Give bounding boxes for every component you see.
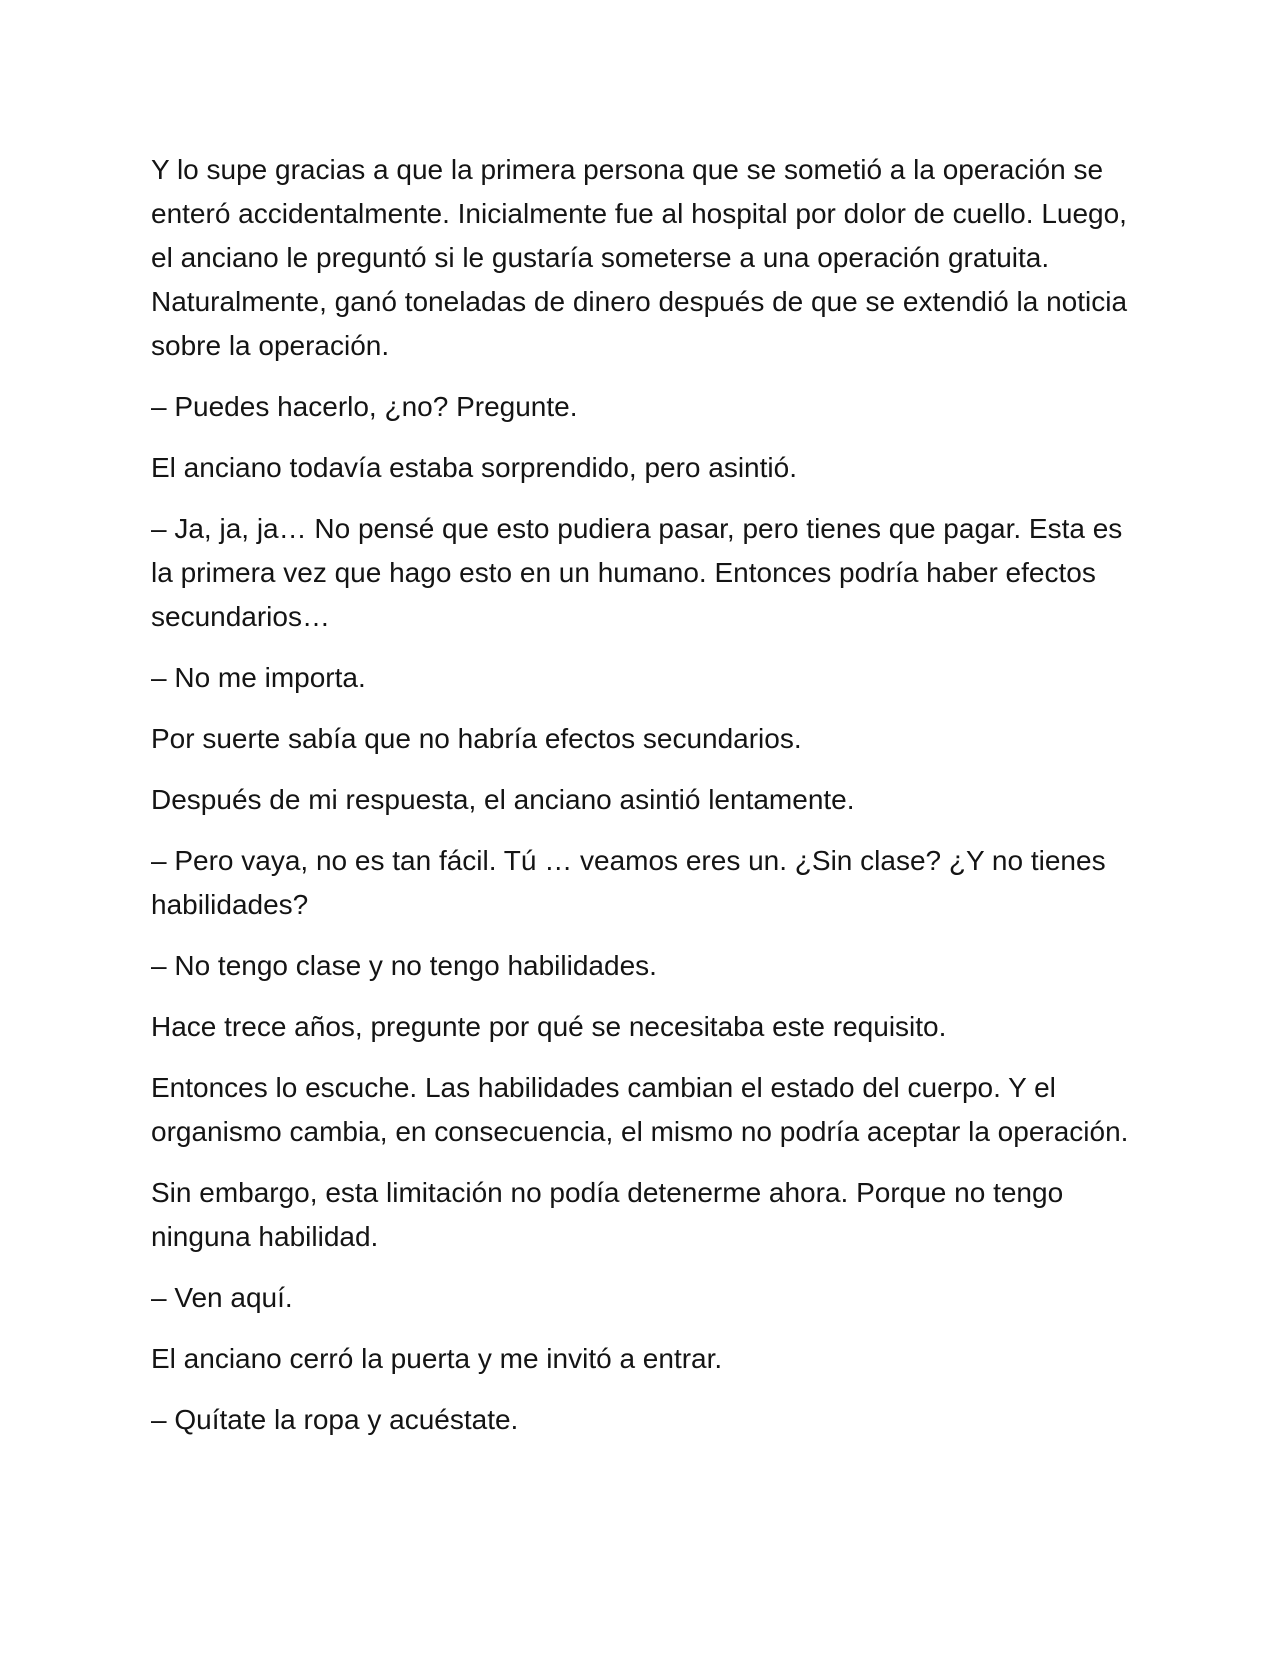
- paragraph: – No me importa.: [151, 662, 366, 693]
- paragraph: Después de mi respuesta, el anciano asintió lentamente.: [151, 784, 855, 815]
- paragraph: – Ja, ja, ja… No pensé que esto pudiera pasar, pero tienes que pagar. Esta es la primera vez que hago esto en un humano. Entonces podría haber efectos secundarios…: [151, 513, 1123, 632]
- paragraph: Entonces lo escuche. Las habilidades cambian el estado del cuerpo. Y el organismo cambia, en consecuencia, el mismo no podría aceptar la operación.: [151, 1072, 1129, 1147]
- paragraph: – Pero vaya, no es tan fácil. Tú … veamos eres un. ¿Sin clase? ¿Y no tienes habilidades?: [151, 845, 1106, 920]
- paragraph: – Puedes hacerlo, ¿no? Pregunte.: [151, 391, 578, 422]
- document-body: [151, 148, 1141, 1459]
- paragraph: – Quítate la ropa y acuéstate.: [151, 1404, 519, 1435]
- paragraph: Y lo supe gracias a que la primera persona que se sometió a la operación se enteró accidentalmente. Inicialmente fue al hospital por dolor de cuello. Luego, el anciano le preguntó si le gustaría someterse a una operación gratuita. Naturalmente, ganó toneladas de dinero después de que se extendió la noticia sobre la operación.: [151, 154, 1128, 361]
- paragraph: Sin embargo, esta limitación no podía detenerme ahora. Porque no tengo ninguna habilidad.: [151, 1177, 1064, 1252]
- paragraph: Por suerte sabía que no habría efectos secundarios.: [151, 723, 802, 754]
- paragraph: – No tengo clase y no tengo habilidades.: [151, 950, 657, 981]
- paragraph: Hace trece años, pregunte por qué se necesitaba este requisito.: [151, 1011, 947, 1042]
- paragraph: – Ven aquí.: [151, 1282, 293, 1313]
- paragraph: El anciano cerró la puerta y me invitó a entrar.: [151, 1343, 723, 1374]
- paragraph: El anciano todavía estaba sorprendido, pero asintió.: [151, 452, 797, 483]
